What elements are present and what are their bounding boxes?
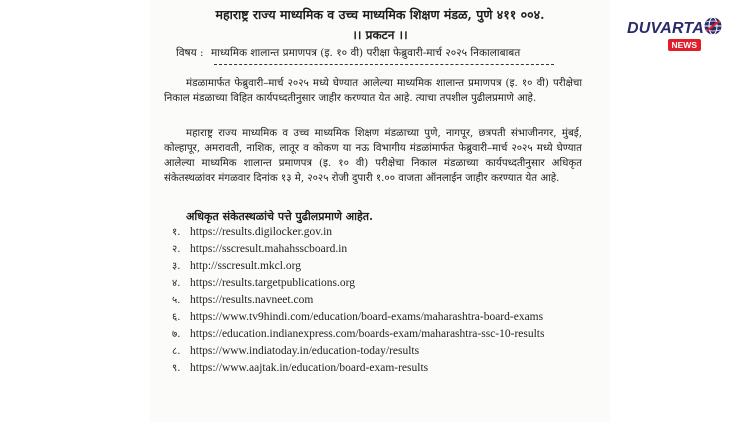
logo-name: DUVARTA (627, 20, 704, 37)
list-number: २. (172, 244, 181, 255)
notice-document (150, 0, 610, 422)
list-number: ९. (172, 363, 181, 374)
list-number: ७. (172, 329, 181, 340)
list-number: ५. (172, 295, 181, 306)
result-link[interactable]: https://results.targetpublications.org (190, 277, 356, 289)
list-item[interactable] (172, 344, 572, 359)
list-item[interactable] (172, 276, 572, 291)
result-link[interactable]: http://sscresult.mkcl.org (190, 260, 301, 272)
list-item[interactable] (172, 361, 572, 376)
subject-label: विषय : (176, 47, 204, 59)
globe-icon (703, 16, 723, 36)
results-links-list (172, 225, 572, 378)
list-item[interactable] (172, 327, 572, 342)
result-link[interactable]: https://www.indiatoday.in/education-today/results (190, 345, 420, 357)
list-item[interactable] (172, 259, 572, 274)
list-item[interactable] (172, 225, 572, 240)
paragraph-1: मंडळामार्फत फेब्रुवारी–मार्च २०२५ मध्ये घेण्यात आलेल्या माध्यमिक शालान्त प्रमाणपत्र (इ. १० वी) परीक्षेचा निकाल मंडळाच्या विहित कार्यपध्दतीनुसार जाहीर करण्यात येत आहे. त्याचा तपशील पुढीलप्रमाणे आहे. (164, 78, 582, 104)
list-item[interactable] (172, 293, 572, 308)
divider (214, 64, 554, 65)
list-number: ४. (172, 278, 181, 289)
subject-text: माध्यमिक शालान्त प्रमाणपत्र (इ. १० वी) परीक्षा फेब्रुवारी-मार्च २०२५ निकालाबाबत (210, 47, 521, 59)
result-link[interactable]: https://results.digilocker.gov.in (190, 226, 333, 238)
list-number: ८. (172, 346, 181, 357)
result-link[interactable]: https://results.navneet.com (190, 294, 314, 306)
result-link[interactable]: https://education.indianexpress.com/boards-exam/maharashtra-ssc-10-results (190, 328, 545, 340)
list-number: ३. (172, 261, 181, 272)
board-header: महाराष्ट्र राज्य माध्यमिक व उच्च माध्यमिक शिक्षण मंडळ, पुणे ४११ ००४. (215, 7, 545, 22)
websites-note: अधिकृत संकेतस्थळांचे पत्ते पुढीलप्रमाणे आहेत. (186, 210, 373, 223)
subject-line (176, 46, 520, 60)
result-link[interactable]: https://www.aajtak.in/education/board-exam-results (190, 362, 429, 374)
list-item[interactable] (172, 242, 572, 257)
logo-badge: NEWS (668, 39, 702, 51)
notice-title: ।। प्रकटन ।। (352, 28, 408, 42)
result-link[interactable]: https://www.tv9hindi.com/education/board-exams/maharashtra-board-exams (190, 311, 544, 323)
list-number: ६. (172, 312, 181, 323)
result-link[interactable]: https://sscresult.mahahsscboard.in (190, 243, 348, 255)
paragraph-2: महाराष्ट्र राज्य माध्यमिक व उच्च माध्यमिक शिक्षण मंडळाच्या पुणे, नागपूर, छत्रपती संभाजीनगर, मुंबई, कोल्हापूर, अमरावती, नाशिक, लातूर व कोकण या नऊ विभागीय मंडळांमार्फत फेब्रुवारी–मार्च २०२५ मध्ये घेण्यात आलेल्या माध्यमिक शालान्त प्रमाणपत्र (इ. १० वी) परीक्षेचा निकाल मंडळाच्या कार्यपध्दतीनुसार अधिकृत संकेतस्थळांवर मंगळवार दिनांक १३ मे, २०२५ रोजी दुपारी १.०० वाजता ऑनलाईन जाहीर करण्यात येत आहे. (164, 128, 582, 184)
duvarta-logo (627, 14, 723, 54)
list-item[interactable] (172, 310, 572, 325)
list-number: १. (172, 227, 181, 238)
